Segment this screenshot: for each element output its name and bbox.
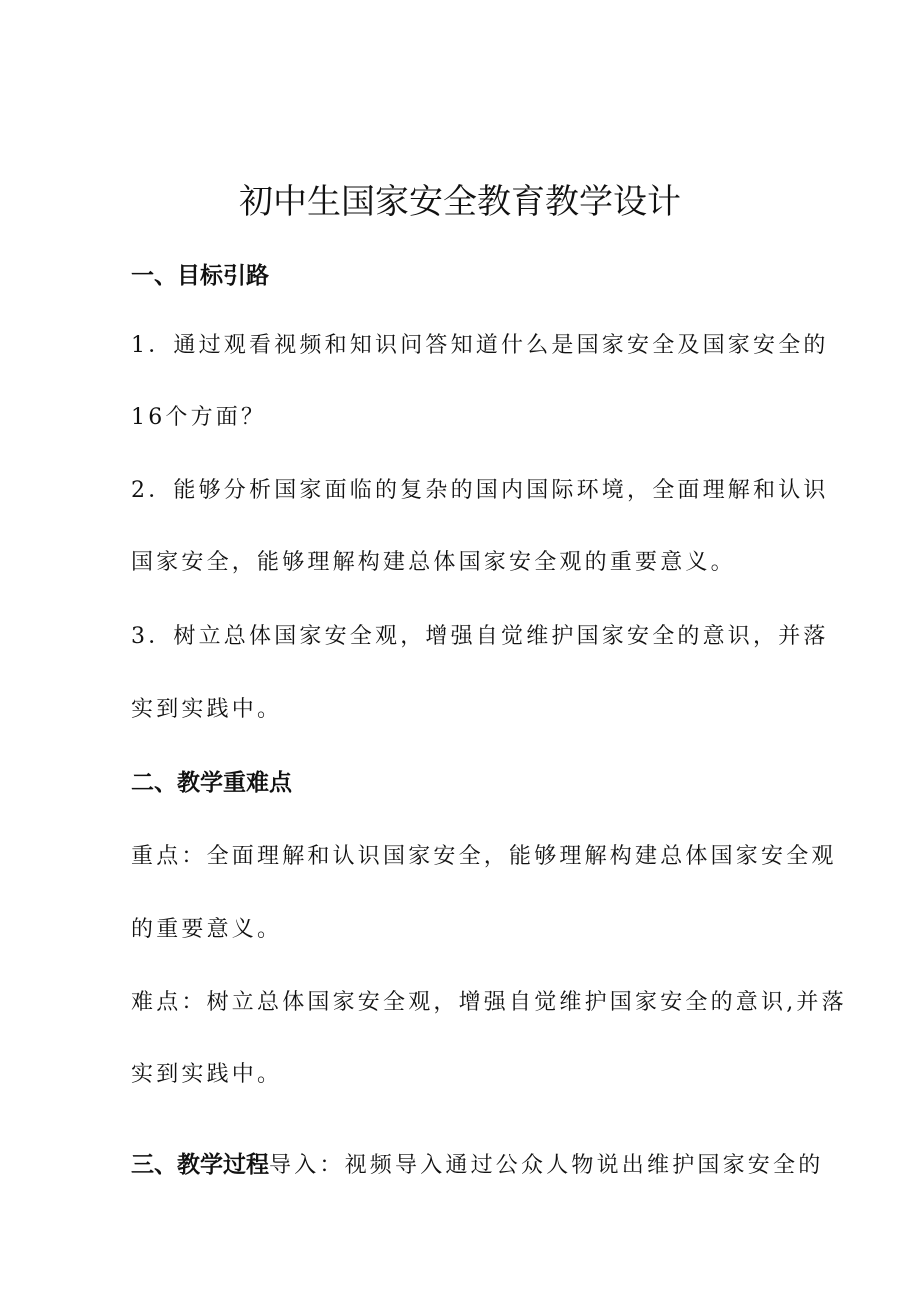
paragraph-line: 3．树立总体国家安全观，增强自觉维护国家安全的意识，并落	[131, 624, 829, 649]
paragraph-line: 2．能够分析国家面临的复杂的国内国际环境，全面理解和认识	[131, 478, 829, 503]
section-heading-key-points: 二、教学重难点	[131, 770, 292, 796]
paragraph-inline-text: 导入：视频导入通过公众人物说出维护国家安全的	[269, 1153, 824, 1178]
section-heading-goals: 一、目标引路	[131, 263, 269, 289]
section-heading-process-label: 三、教学过程	[131, 1152, 269, 1178]
document-title: 初中生国家安全教育教学设计	[239, 182, 681, 222]
paragraph-line: 国家安全，能够理解构建总体国家安全观的重要意义。	[131, 550, 736, 575]
paragraph-line: 实到实践中。	[131, 1062, 283, 1087]
paragraph-line: 的重要意义。	[131, 917, 283, 942]
paragraph-line: 16个方面？	[131, 405, 267, 430]
section-heading-process	[131, 1148, 823, 1183]
paragraph-line: 重点：全面理解和认识国家安全，能够理解构建总体国家安全观	[131, 844, 837, 869]
paragraph-line: 1．通过观看视频和知识问答知道什么是国家安全及国家安全的	[131, 333, 829, 358]
paragraph-line: 难点：树立总体国家安全观，增强自觉维护国家安全的意识,并落	[131, 990, 847, 1015]
paragraph-line: 实到实践中。	[131, 697, 283, 722]
